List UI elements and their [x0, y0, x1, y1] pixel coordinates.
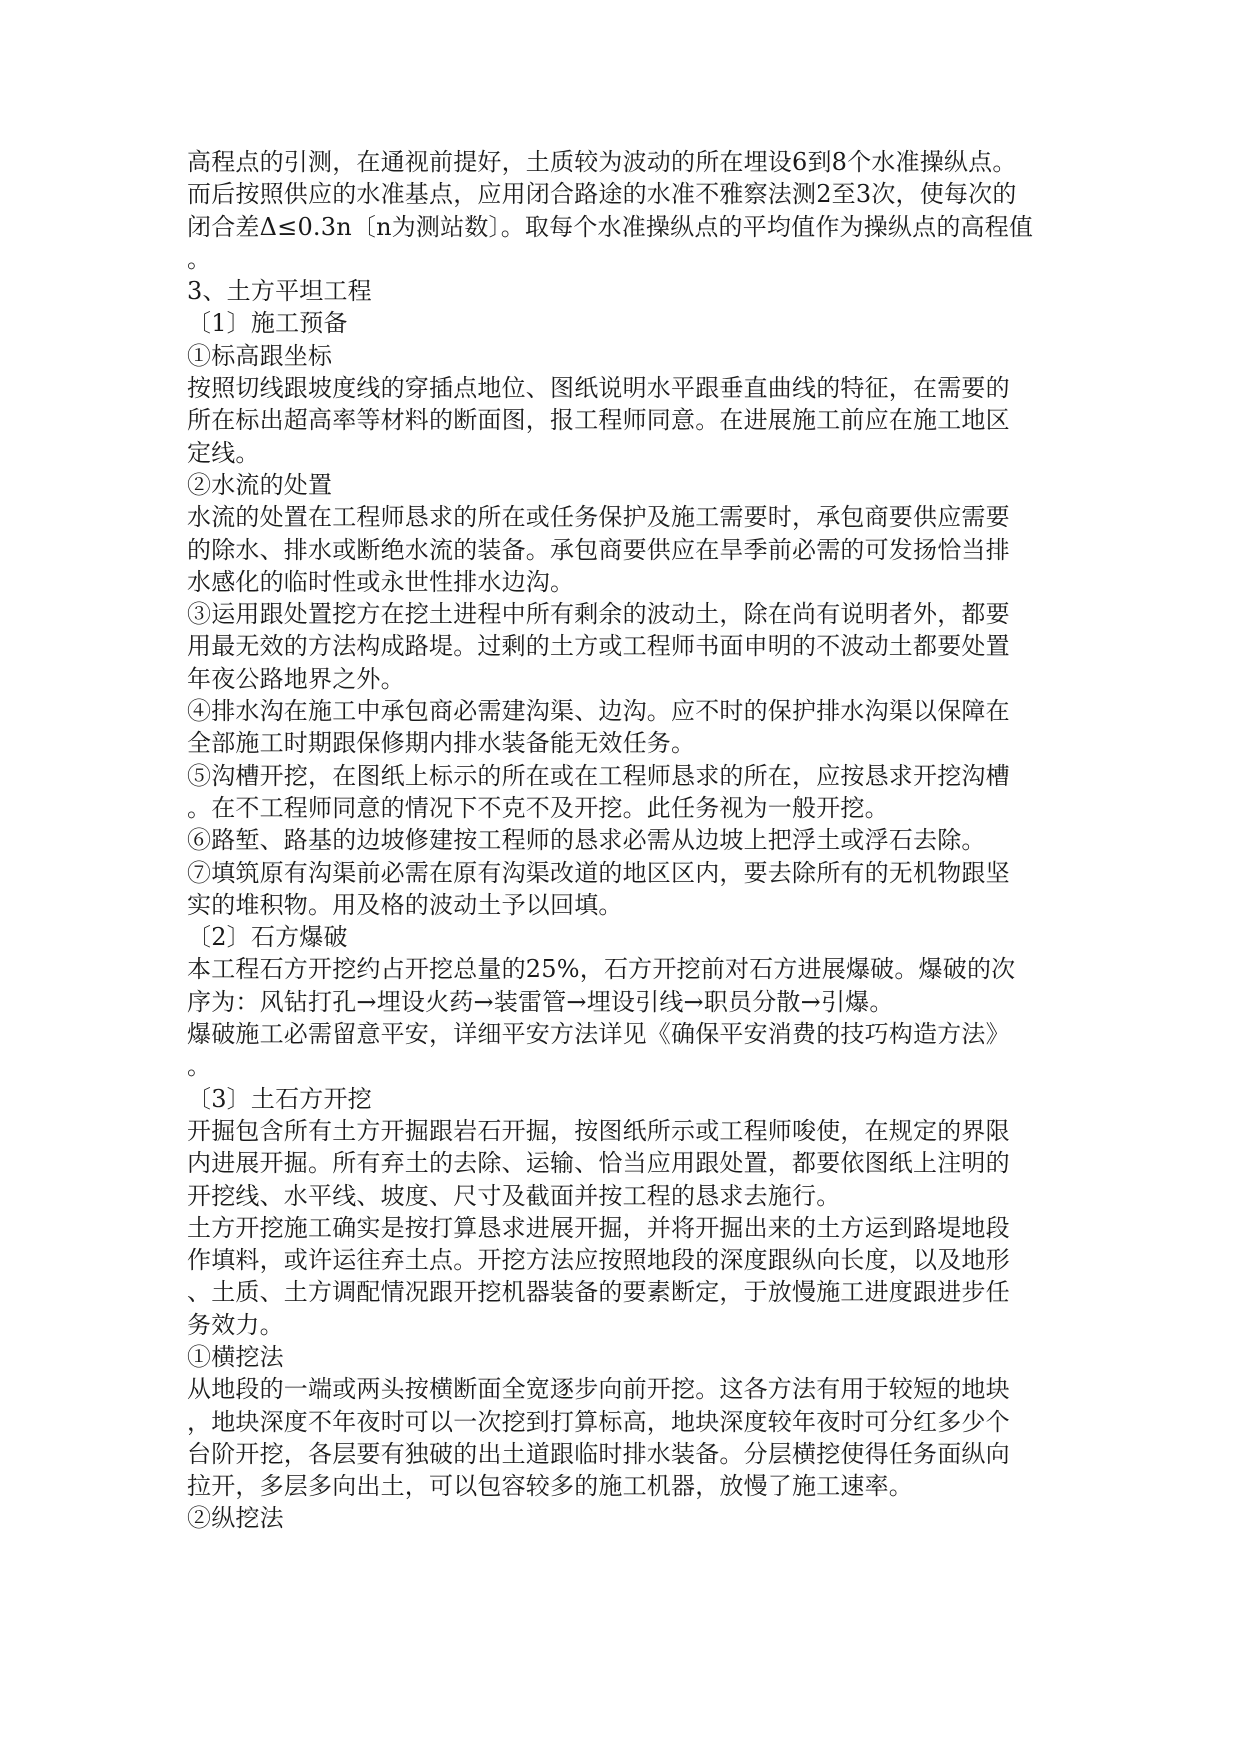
- text-line: 定线。: [187, 438, 260, 467]
- text-line: 。在不工程师同意的情况下不克不及开挖。此任务视为一般开挖。: [187, 793, 889, 822]
- text-line: ④排水沟在施工中承包商必需建沟渠、边沟。应不时的保护排水沟渠以保障在: [187, 697, 1010, 726]
- document-page: [187, 146, 1055, 1535]
- text-line: 按照切线跟坡度线的穿插点地位、图纸说明水平跟垂直曲线的特征，在需要的: [187, 374, 1010, 403]
- text-line: 所在标出超高率等材料的断面图，报工程师同意。在进展施工前应在施工地区: [187, 406, 1010, 435]
- text-line: 全部施工时期跟保修期内排水装备能无效任务。: [187, 729, 696, 758]
- text-line: ，地块深度不年夜时可以一次挖到打算标高，地块深度较年夜时可分红多少个: [187, 1407, 1010, 1436]
- item-heading: ②纵挖法: [187, 1504, 284, 1533]
- text-line: ③运用跟处置挖方在挖土进程中所有剩余的波动土，除在尚有说明者外，都要: [187, 600, 1010, 629]
- text-line: 作填料，或许运往弃土点。开挖方法应按照地段的深度跟纵向长度，以及地形: [187, 1246, 1010, 1275]
- text-line: 内进展开掘。所有弃土的去除、运输、恰当应用跟处置，都要依图纸上注明的: [187, 1149, 1010, 1178]
- subsection-heading: 〔2〕石方爆破: [187, 923, 348, 952]
- text-line: 务效力。: [187, 1310, 284, 1339]
- text-line: 的除水、排水或断绝水流的装备。承包商要供应在旱季前必需的可发扬恰当排: [187, 535, 1010, 564]
- subsection-heading: 〔1〕施工预备: [187, 309, 348, 338]
- text-line: 开掘包含所有土方开掘跟岩石开掘，按图纸所示或工程师唆使，在规定的界限: [187, 1116, 1010, 1145]
- text-line: 实的堆积物。用及格的波动土予以回填。: [187, 890, 623, 919]
- item-heading: ②水流的处置: [187, 470, 333, 499]
- subsection-heading: 〔3〕土石方开挖: [187, 1084, 372, 1113]
- text-line: 台阶开挖，各层要有独破的出土道跟临时排水装备。分层横挖使得任务面纵向: [187, 1439, 1010, 1468]
- text-line: 而后按照供应的水准基点，应用闭合路途的水准不雅察法测2至3次，使每次的: [187, 180, 1017, 209]
- text-line: 用最无效的方法构成路堤。过剩的土方或工程师书面申明的不波动土都要处置: [187, 632, 1010, 661]
- text-line: 年夜公路地界之外。: [187, 664, 405, 693]
- text-line: 高程点的引测，在通视前提好，土质较为波动的所在埋设6到8个水准操纵点。: [187, 148, 1017, 176]
- text-line: 闭合差Δ≤0.3n〔n为测站数〕。取每个水准操纵点的平均值作为操纵点的高程值: [187, 212, 1034, 241]
- item-heading: ①横挖法: [187, 1342, 284, 1371]
- text-line: 土方开挖施工确实是按打算恳求进展开掘，并将开掘出来的土方运到路堤地段: [187, 1213, 1010, 1242]
- item-heading: ①标高跟坐标: [187, 341, 333, 370]
- text-line: 。: [187, 1052, 212, 1081]
- text-line: ⑤沟槽开挖，在图纸上标示的所在或在工程师恳求的所在，应按恳求开挖沟槽: [187, 761, 1010, 790]
- text-line: 水流的处置在工程师恳求的所在或任务保护及施工需要时，承包商要供应需要: [187, 503, 1010, 532]
- section-heading: 3、土方平坦工程: [187, 277, 372, 306]
- text-line: ⑦填筑原有沟渠前必需在原有沟渠改道的地区区内，要去除所有的无机物跟坚: [187, 858, 1010, 887]
- text-line: ⑥路堑、路基的边坡修建按工程师的恳求必需从边坡上把浮土或浮石去除。: [187, 826, 986, 855]
- text-line: 拉开，多层多向出土，可以包容较多的施工机器，放慢了施工速率。: [187, 1472, 913, 1501]
- text-line: 。: [187, 244, 212, 273]
- text-line: 序为：风钻打孔→埋设火药→装雷管→埋设引线→职员分散→引爆。: [187, 987, 894, 1016]
- text-line: 开挖线、水平线、坡度、尺寸及截面并按工程的恳求去施行。: [187, 1181, 841, 1210]
- text-line: 水感化的临时性或永世性排水边沟。: [187, 567, 575, 596]
- text-line: 本工程石方开挖约占开挖总量的25%，石方开挖前对石方进展爆破。爆破的次: [187, 955, 1016, 984]
- text-line: 从地段的一端或两头按横断面全宽逐步向前开挖。这各方法有用于较短的地块: [187, 1375, 1010, 1404]
- text-line: 爆破施工必需留意平安，详细平安方法详见《确保平安消费的技巧构造方法》: [187, 1020, 1010, 1049]
- text-line: 、土质、土方调配情况跟开挖机器装备的要素断定，于放慢施工进度跟进步任: [187, 1278, 1010, 1307]
